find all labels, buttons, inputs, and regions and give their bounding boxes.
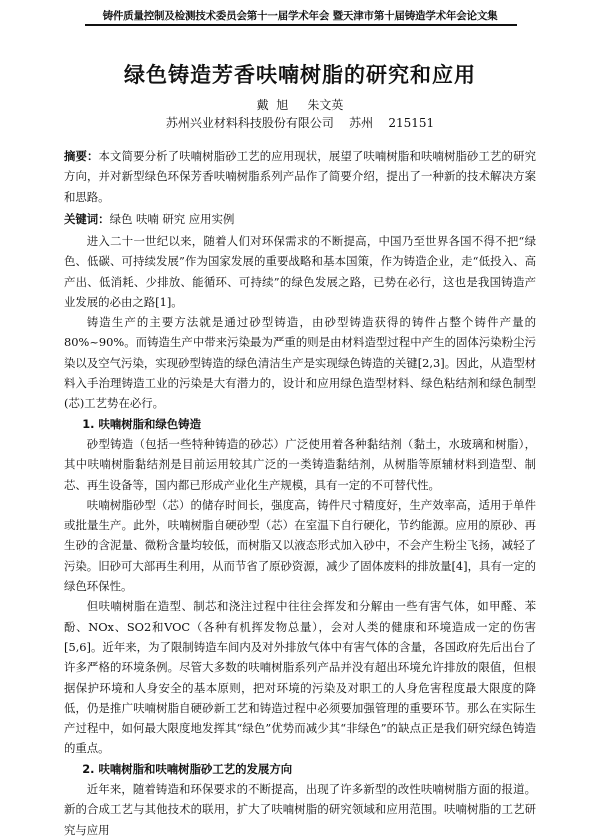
abstract-label: 摘要： — [64, 149, 99, 163]
paper-title: 绿色铸造芳香呋喃树脂的研究和应用 — [124, 63, 476, 87]
keywords-label: 关键词： — [64, 212, 110, 226]
keywords — [64, 209, 536, 229]
header-rule — [85, 24, 517, 26]
running-head: 铸件质量控制及检测技术委员会第十一届学术年会 暨天津市第十届铸造学术年会论文集 — [102, 10, 498, 22]
abstract-text: 本文简要分析了呋喃树脂砂工艺的应用现状，展望了呋喃树脂和呋喃树脂砂工艺的研究方向，并对新型绿色环保芳香呋喃树脂系列产品作了简要介绍，提出了一种新的技术解决方案和思路。 — [64, 149, 536, 204]
paragraph: 砂型铸造（包括一些特种铸造的砂芯）广泛使用着各种黏结剂（黏土，水玻璃和树脂），其中呋喃树脂黏结剂是目前运用较其广泛的一类铸造黏结剂，从树脂等原辅材料到造型、制芯、再生设备等，国内都已形成产业化生产规模，具有一定的不可替代性。 — [64, 436, 536, 492]
paragraph: 进入二十一世纪以来，随着人们对环保需求的不断提高，中国乃至世界各国不得不把“绿色、低碳、可持续发展”作为国家发展的重要战略和基本国策，作为铸造企业，走“低投入、高产出、低消耗、少排放、能循环、可持续”的绿色发展之路，已势在必行，这也是我国铸造产业发展的必由之路[1]。 — [64, 234, 536, 309]
abstract — [64, 146, 536, 207]
paragraph: 铸造生产的主要方法就是通过砂型铸造，由砂型铸造获得的铸件占整个铸件产量的80%~90%。而铸造生产中带来污染最为严重的则是由材料造型过程中产生的固体污染粉尘污染以及空气污染，实现砂型铸造的绿色清洁生产是实现绿色铸造的关键[2,3]。因此，从造型材料入手治理铸造工业的污染是大有潜力的，设计和应用绿色造型材料、绿色粘结剂和绿色制型(芯)工艺势在必行。 — [64, 315, 536, 411]
body-text — [64, 231, 536, 840]
paragraph: 近年来，随着铸造和环保要求的不断提高，出现了许多新型的改性呋喃树脂方面的报道。新的合成工艺与其他技术的联用，扩大了呋喃树脂的研究领域和应用范围。呋喃树脂的工艺研究与应用 — [64, 782, 536, 837]
section-heading-1: 1. 呋喃树脂和绿色铸造 — [82, 416, 201, 431]
section-heading-2: 2. 呋喃树脂和呋喃树脂砂工艺的发展方向 — [82, 761, 293, 776]
affiliation: 苏州兴业材料科技股份有限公司 苏州 215151 — [165, 116, 435, 130]
authors: 戴 旭 朱文英 — [256, 98, 344, 112]
paragraph: 但呋喃树脂在造型、制芯和浇注过程中往往会挥发和分解由一些有害气体，如甲醛、苯酚、NOx、SO2和VOC（各种有机挥发物总量），会对人类的健康和环境造成一定的伤害[5,6]。近年来，为了限制铸造车间内及对外排放气体中有害气体的含量，各国政府先后出台了许多严格的环境条例。尽管大多数的呋喃树脂系列产品并没有超出环境允许排放的限值，但根据保护环境和人身安全的基本原则，把对环境的污染及对职工的人身危害程度最大限度的降低，仍是推广呋喃树脂自硬砂新工艺和铸造过程中必须要加强管理的重要环节。那么在实际生产过程中，如何最大限度地发挥其“绿色”优势而减少其“非绿色”的缺点正是我们研究绿色铸造的重点。 — [64, 599, 536, 756]
keywords-text: 绿色 呋喃 研究 应用实例 — [109, 212, 235, 226]
paragraph: 呋喃树脂砂型（芯）的储存时间长，强度高，铸件尺寸精度好，生产效率高，适用于单件或批量生产。此外，呋喃树脂自硬砂型（芯）在室温下自行硬化，节约能源。应用的原砂、再生砂的含泥量、微粉含量均较低，而树脂又以液态形式加入砂中，不会产生粉尘飞扬，减轻了污染。旧砂可大部再生利用，从而节省了原砂资源，减少了固体废料的排放量[4]，具有一定的绿色环保性。 — [64, 497, 536, 594]
